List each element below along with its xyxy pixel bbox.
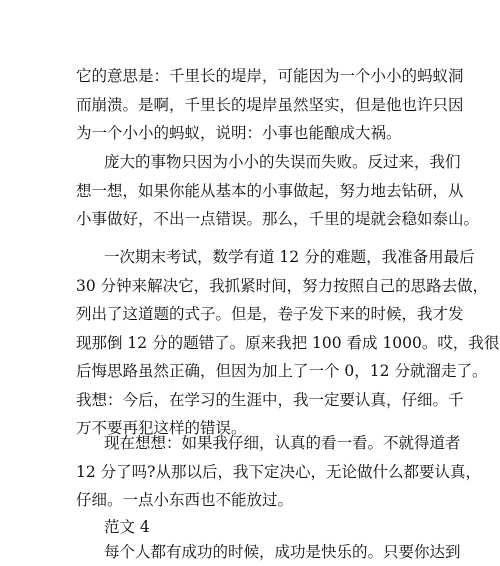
paragraph-line: 一次期末考试，数学有道 12 分的难题，我准备用最后 (104, 248, 475, 266)
paragraph-line: 庞大的事物只因为小小的失误而失败。反过来，我们 (104, 153, 461, 171)
paragraph-line: 后悔思路虽然正确，但因为加上了一个 0，12 分就溜走了。 (76, 362, 488, 380)
paragraph-line: 仔细。一点小东西也不能放过。 (76, 491, 294, 509)
paragraph-line: 每个人都有成功的时候，成功是快乐的。只要你达到 (104, 543, 461, 561)
paragraph-1 (76, 62, 464, 148)
paragraph-line: 为一个小小的蚂蚁，说明：小事也能酿成大祸。 (76, 124, 402, 142)
paragraph-4 (76, 429, 481, 515)
paragraph-5 (76, 538, 461, 566)
paragraph-line: 列出了这道题的式子。但是，卷子发下来的时候，我才发 (76, 305, 464, 323)
paragraph-line: 现那倒 12 分的题错了。原来我把 100 看成 1000。哎，我很 (76, 333, 500, 352)
paragraph-line: 我想：今后，在学习的生涯中，我一定要认真，仔细。千 (76, 390, 464, 409)
paragraph-line: 12 分了吗?从那以后，我下定决心，无论做什么都要认真， (76, 462, 481, 481)
paragraph-line: 想一想，如果你能从基本的小事做起，努力地去钻研，从 (76, 181, 464, 200)
paragraph-line: 万不要再犯这样的错误。 (76, 419, 247, 437)
heading-text: 范文 4 (104, 518, 150, 536)
paragraph-line: 它的意思是：千里长的堤岸，可能因为一个小小的蚂蚁洞 (76, 67, 464, 85)
paragraph-line: 30 分钟来解决它，我抓紧时间，努力按照自己的思路去做， (76, 276, 489, 295)
paragraph-line: 小事做好，不出一点错误。那么，千里的堤就会稳如泰山。 (76, 210, 480, 228)
paragraph-2 (76, 148, 480, 234)
paragraph-line: 而崩溃。是啊，千里长的堤岸虽然坚实，但是他也许只因 (76, 95, 464, 114)
paragraph-line: 现在想想：如果我仔细，认真的看一看。不就得道者 (104, 434, 461, 452)
